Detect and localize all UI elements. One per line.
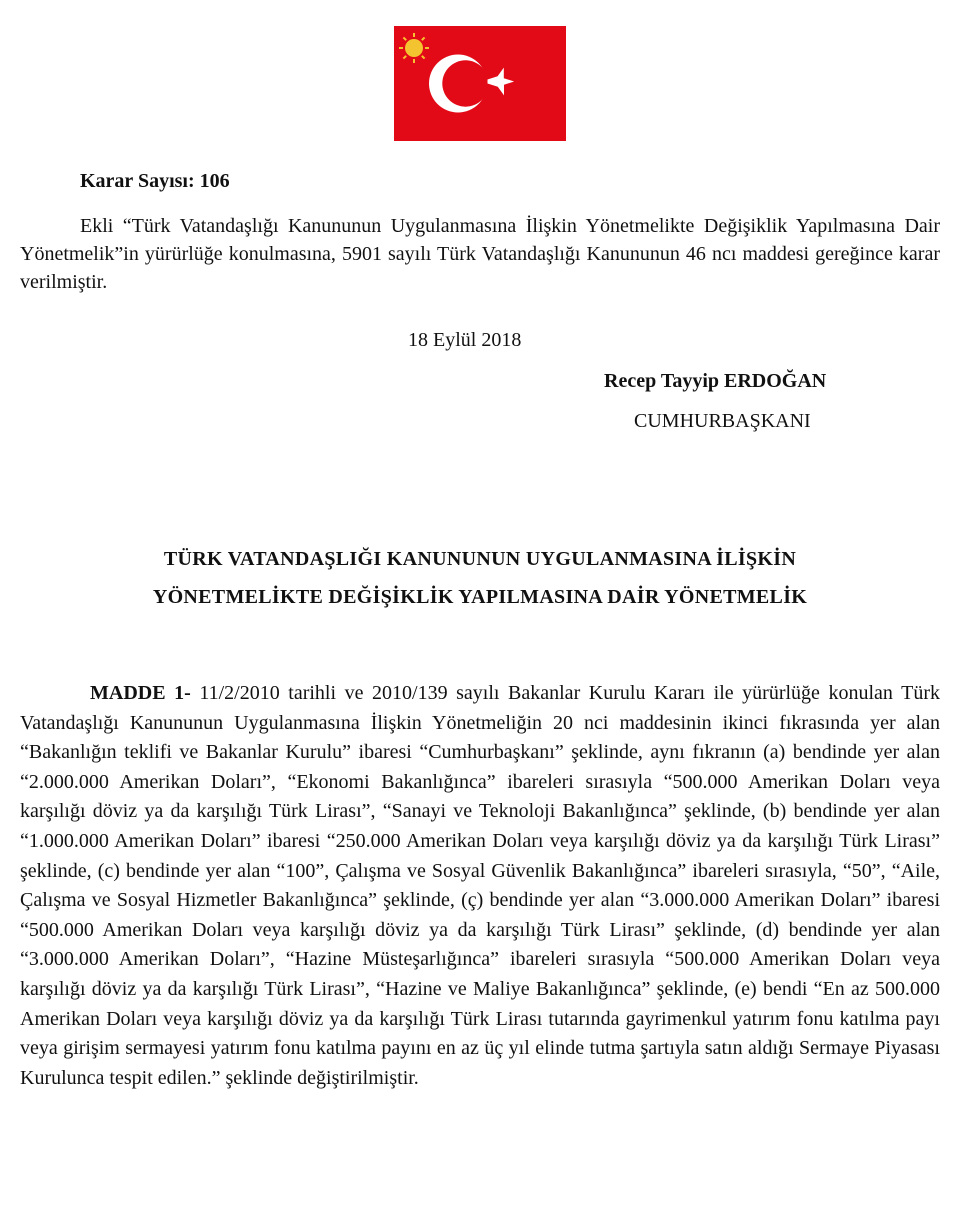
flag-icon	[394, 26, 566, 141]
decision-number: Karar Sayısı: 106	[80, 170, 230, 192]
article-1	[20, 679, 940, 1093]
article-label: MADDE 1-	[90, 682, 191, 704]
decision-date: 18 Eylül 2018	[408, 329, 522, 351]
decision-text: Ekli “Türk Vatandaşlığı Kanununun Uygulanmasına İlişkin Yönetmelikte Değişiklik Yapılmasına Dair Yönetmelik”in yürürlüğe konulmasına, 5901 sayılı Türk Vatandaşlığı Kanununun 46 ncı maddesi gereğince karar verilmiştir.	[20, 215, 940, 293]
signer-title: CUMHURBAŞKANI	[634, 410, 811, 432]
signer-name: Recep Tayyip ERDOĞAN	[604, 370, 827, 392]
article-text: 11/2/2010 tarihli ve 2010/139 sayılı Bakanlar Kurulu Kararı ile yürürlüğe konulan Türk Vatandaşlığı Kanununun Uygulanmasına İlişkin Yönetmeliğin 20 nci maddesinin ikinci fıkrasında yer alan “Bakanlığın teklifi ve Bakanlar Kurulu” ibaresi “Cumhurbaşkanı” şeklinde, aynı fıkranın (a) bendinde yer alan “2.000.000 Amerikan Doları”, “Ekonomi Bakanlığınca” ibareleri sırasıyla “500.000 Amerikan Doları veya karşılığı döviz ya da karşılığı Türk Lirası”, “Sanayi ve Teknoloji Bakanlığınca” şeklinde, (b) bendinde yer alan “1.000.000 Amerikan Doları” ibaresi “250.000 Amerikan Doları veya karşılığı döviz ya da karşılığı Türk Lirası” şeklinde, (c) bendinde yer alan “100”, Çalışma ve Sosyal Güvenlik Bakanlığınca” ibareleri sırasıyla, “50”, “Aile, Çalışma ve Sosyal Hizmetler Bakanlığınca” şeklinde, (ç) bendinde yer alan “3.000.000 Amerikan Doları” ibaresi “500.000 Amerikan Doları veya karşılığı döviz ya da karşılığı Türk Lirası” şeklinde, (d) bendinde yer alan “3.000.000 Amerikan Doları”, “Hazine Müsteşarlığınca” ibareleri sırasıyla “500.000 Amerikan Doları veya karşılığı döviz ya da karşılığı Türk Lirası”, “Hazine ve Maliye Bakanlığınca” şeklinde, (e) bendi “En az 500.000 Amerikan Doları veya karşılığı döviz ya da karşılığı Türk Lirası tutarında gayrimenkul yatırım fonu katılma payı veya girişim sermayesi yatırım fonu katılma payını en az üç yıl elinde tutma şartıyla satın aldığı Sermaye Piyasası Kurulunca tespit edilen.” şeklinde değiştirilmiştir.	[20, 682, 941, 1089]
regulation-title	[20, 540, 940, 616]
turkish-flag-emblem	[394, 26, 566, 141]
regulation-title-line-2: YÖNETMELİKTE DEĞİŞİKLİK YAPILMASINA DAİR YÖNETMELİK	[152, 586, 808, 608]
regulation-title-line-1: TÜRK VATANDAŞLIĞI KANUNUNUN UYGULANMASINA İLİŞKİN	[163, 548, 797, 570]
